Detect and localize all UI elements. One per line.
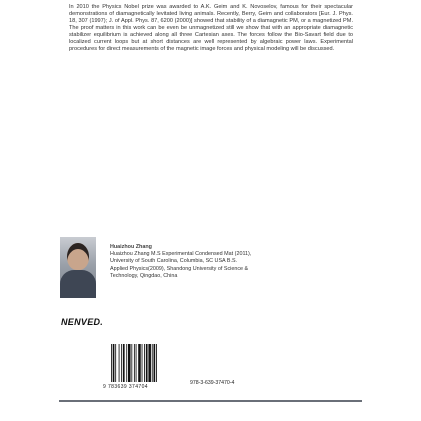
barcode-bar <box>128 344 131 382</box>
barcode-bar <box>152 344 153 382</box>
author-bio-line-2: University of South Carolina, Columbia, SC USA B.S. <box>110 258 238 265</box>
barcode-bar <box>115 344 116 382</box>
barcode-bar <box>126 344 127 382</box>
barcode-bar <box>134 344 135 382</box>
barcode-bar <box>119 344 120 382</box>
bottom-rule <box>59 400 362 402</box>
author-bio-line-4: Technology, Qingdao, China <box>110 272 178 279</box>
author-photo-head <box>67 243 89 270</box>
barcode-bar <box>111 344 112 382</box>
barcode-bar <box>113 344 115 382</box>
barcode-bar <box>148 344 151 382</box>
barcode-bar <box>123 344 125 382</box>
publisher-logo: NENVED. <box>61 317 104 327</box>
isbn-number: 978-3-639-37470-4 <box>190 380 235 386</box>
barcode-bar <box>136 344 137 382</box>
barcode-digits: 9 783639 374704 <box>103 384 148 390</box>
barcode-bar <box>146 344 148 382</box>
barcode-bar <box>156 344 157 382</box>
abstract-text: In 2010 the Physics Nobel prize was awarded to A.K. Geim and K. Novoselov, famous for their spectacular demonstrations of diamagnetically levitated living animals. Recently, Berry, Geim and collaborators [Eur. J. Phys. 18, 307 (1997); J. of Appl. Phys. 87, 6200 (2000)] showed that stability of a diamagnetic PM, or a magnetized PM. The proof matters in this work can be even be unmagnetized still we show that with an appropriate diamagnetic stabilizer equilibrium is achieved along all three Cartesian axes. The forces follow the Bio-Savart field due to localized current loops but at short distances are well represented by algebraic power laws. Experimental procedures for direct measurements of the magnetic image forces and physical modeling will be discussed. <box>69 4 353 53</box>
barcode-bar <box>138 344 141 382</box>
author-bio <box>110 244 355 280</box>
barcode <box>111 344 175 382</box>
author-bio-line-3: Applied Physics(2009), Shandong University of Science & <box>110 265 249 272</box>
author-photo-body <box>60 270 96 298</box>
barcode-bar <box>154 344 156 382</box>
barcode-bar <box>142 344 143 382</box>
author-bio-line-1: Huaizhou Zhang M.S Experimental Condensed Mat (2011), <box>110 251 252 258</box>
author-name: Huaizhou Zhang <box>110 244 152 250</box>
author-photo <box>60 237 96 298</box>
barcode-bar <box>144 344 145 382</box>
barcode-bar <box>121 344 122 382</box>
barcode-bar <box>131 344 132 382</box>
